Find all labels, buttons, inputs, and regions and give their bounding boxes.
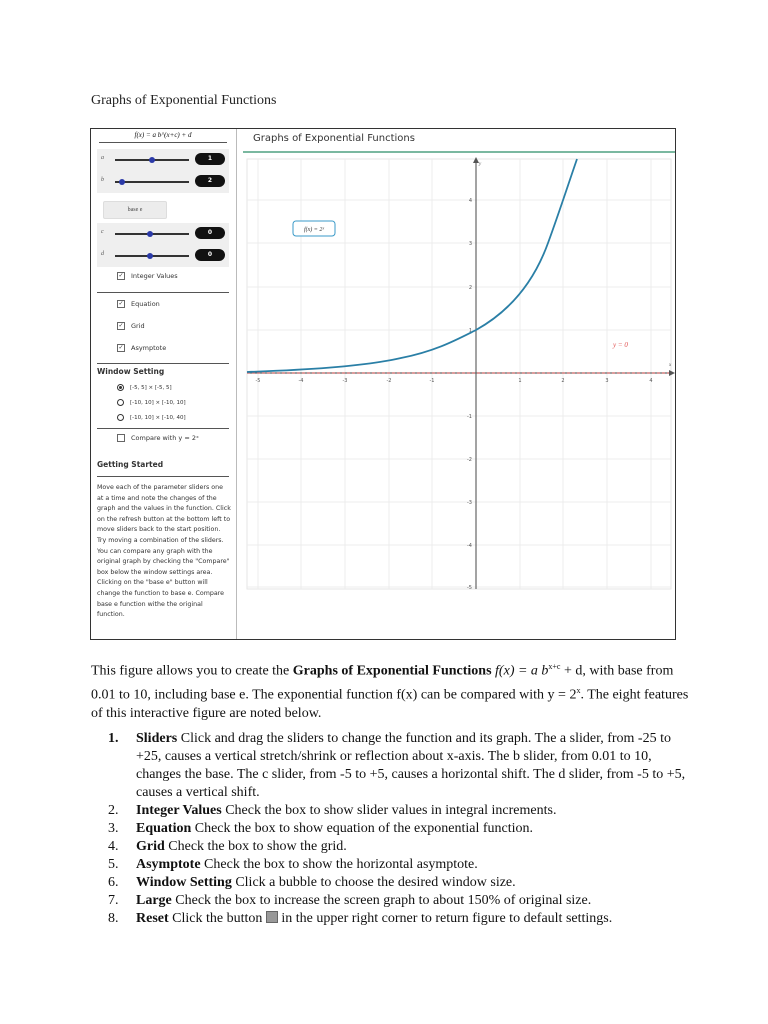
slider-d-knob[interactable] xyxy=(147,253,153,259)
slider-b[interactable] xyxy=(97,171,229,193)
svg-text:-3: -3 xyxy=(342,378,348,384)
intro-bold: Graphs of Exponential Functions xyxy=(292,663,492,679)
formula-header: f(x) = a b^(x+c) + d xyxy=(99,131,227,143)
divider xyxy=(97,363,229,364)
checkbox-icon[interactable]: ✓ xyxy=(118,272,124,279)
getting-started-title: Getting Started xyxy=(97,460,164,469)
radio-window-40[interactable] xyxy=(117,414,186,421)
getting-started-text: Move each of the parameter sliders one at a time and note the changes of the graph and the values in the function. Click on the refresh button at the bottom left to move sliders back to the start position. Try moving a combination of the sliders. You can compare any graph with the original graph by checking the "Compare" box below the window settings area. Clicking on the "base e" button will change the function to base e. Compare base e function withe the original function. xyxy=(97,484,231,619)
svg-text:4: 4 xyxy=(649,378,653,384)
asymptote-label: y = 0 xyxy=(613,341,628,349)
svg-text:4: 4 xyxy=(468,198,472,204)
slider-c-value[interactable]: 0 xyxy=(195,227,225,239)
feature-title: Window Setting xyxy=(136,875,232,890)
checkbox-label: Compare with y = 2ˣ xyxy=(131,434,199,442)
checkbox-label: Equation xyxy=(131,300,160,308)
graph-canvas[interactable] xyxy=(241,155,675,595)
slider-a-label: a xyxy=(101,155,104,161)
control-panel xyxy=(91,129,237,639)
feature-title: Reset xyxy=(136,911,169,926)
checkbox-integer-values[interactable] xyxy=(117,272,178,280)
feature-number: 5. xyxy=(108,857,119,872)
checkbox-grid[interactable] xyxy=(117,322,145,330)
feature-text: Check the box to increase the screen graph to about 150% of original size. xyxy=(171,893,592,908)
feature-item xyxy=(108,874,698,892)
feature-item xyxy=(108,838,698,856)
slider-d[interactable] xyxy=(97,245,229,267)
svg-text:-1: -1 xyxy=(429,378,435,384)
checkbox-label: Integer Values xyxy=(131,272,178,280)
intro-paragraph xyxy=(91,657,691,723)
feature-number: 6. xyxy=(108,875,119,890)
feature-text: Click the button xyxy=(168,911,263,926)
svg-text:-5: -5 xyxy=(255,378,261,384)
feature-text: Click and drag the sliders to change the function and its graph. The a slider, from -25 to +25, causes a vertical stretch/shrink or reflection about x-axis. The b slider, from 0.01 to 10, changes the base. The c slider, from -5 to +5, causes a horizontal shift. The d slider, from -5 to +5, causes a vertical shift. xyxy=(136,731,686,800)
checkbox-asymptote[interactable] xyxy=(117,344,166,352)
x-axis-label: x xyxy=(669,363,672,368)
slider-a-knob[interactable] xyxy=(149,157,155,163)
feature-text: Check the box to show the grid. xyxy=(164,839,347,854)
svg-text:3: 3 xyxy=(468,241,472,247)
feature-title: Equation xyxy=(136,821,192,836)
intro-sup2: x xyxy=(576,685,581,695)
intro-formula: f(x) = a b xyxy=(491,663,549,679)
feature-item xyxy=(108,802,698,820)
window-setting-title: Window Setting xyxy=(97,367,165,376)
feature-number: 3. xyxy=(108,821,119,836)
slider-a-track[interactable] xyxy=(115,159,189,161)
base-e-button[interactable]: base e xyxy=(103,201,167,219)
slider-b-track[interactable] xyxy=(115,181,189,183)
checkbox-label: Asymptote xyxy=(131,344,167,352)
graph-title-underline xyxy=(243,151,675,153)
feature-item xyxy=(108,856,698,874)
slider-a-value[interactable]: 1 xyxy=(195,153,225,165)
feature-number: 1. xyxy=(108,731,119,746)
svg-text:-5: -5 xyxy=(467,585,472,591)
checkbox-equation[interactable] xyxy=(117,300,160,308)
slider-c-label: c xyxy=(101,229,104,235)
feature-item xyxy=(108,730,698,802)
feature-title: Grid xyxy=(136,839,165,854)
radio-label: [-10, 10] × [-10, 10] xyxy=(130,399,186,406)
divider xyxy=(97,292,229,293)
feature-title: Integer Values xyxy=(136,803,222,818)
checkbox-icon[interactable]: ✓ xyxy=(118,300,124,307)
svg-text:-2: -2 xyxy=(467,457,472,463)
radio-label: [-10, 10] × [-10, 40] xyxy=(130,414,186,421)
feature-item xyxy=(108,820,698,838)
slider-c-track[interactable] xyxy=(115,233,189,235)
feature-title: Asymptote xyxy=(136,857,201,872)
feature-number: 2. xyxy=(108,803,119,818)
slider-d-value[interactable]: 0 xyxy=(195,249,225,261)
radio-window-10[interactable] xyxy=(117,399,186,406)
x-axis-arrow-icon xyxy=(669,370,675,376)
slider-d-label: d xyxy=(101,251,104,257)
interactive-figure xyxy=(90,128,676,640)
svg-text:1: 1 xyxy=(518,378,522,384)
y-axis-label: y xyxy=(479,162,482,167)
checkbox-icon[interactable]: ✓ xyxy=(118,322,124,329)
checkbox-label: Grid xyxy=(131,322,145,330)
slider-c-knob[interactable] xyxy=(147,231,153,237)
feature-text: Check the box to show equation of the exponential function. xyxy=(191,821,534,836)
svg-text:-4: -4 xyxy=(467,543,472,549)
radio-selected-icon[interactable] xyxy=(117,384,124,391)
divider xyxy=(97,428,229,429)
radio-label: [-5, 5] × [-5, 5] xyxy=(130,384,172,391)
features-list xyxy=(108,730,698,928)
feature-text: in the upper right corner to return figure to default settings. xyxy=(277,911,613,926)
svg-text:1: 1 xyxy=(468,328,472,334)
checkbox-icon[interactable]: ✓ xyxy=(118,344,124,351)
document-title: Graphs of Exponential Functions xyxy=(91,93,277,108)
radio-icon[interactable] xyxy=(117,414,124,421)
intro-text: This figure allows you to create the xyxy=(91,663,293,679)
divider xyxy=(97,476,229,477)
svg-text:-2: -2 xyxy=(386,378,392,384)
svg-text:2: 2 xyxy=(561,378,565,384)
svg-text:-4: -4 xyxy=(298,378,304,384)
svg-text:2: 2 xyxy=(468,285,472,291)
slider-a[interactable] xyxy=(97,149,229,171)
graph-title: Graphs of Exponential Functions xyxy=(253,133,415,144)
radio-window-5[interactable] xyxy=(117,384,172,391)
feature-text: Check the box to show the horizontal asymptote. xyxy=(200,857,478,872)
feature-title: Large xyxy=(136,893,172,908)
radio-icon[interactable] xyxy=(117,399,124,406)
reset-icon xyxy=(266,911,278,923)
feature-title: Sliders xyxy=(136,731,178,746)
equation-label: f(x) = 2ˣ xyxy=(303,227,325,233)
feature-text: Check the box to show slider values in integral increments. xyxy=(221,803,557,818)
svg-text:-3: -3 xyxy=(467,500,472,506)
slider-group-ab xyxy=(97,149,229,193)
slider-group-cd xyxy=(97,223,229,267)
slider-b-label: b xyxy=(101,177,104,183)
svg-text:-1: -1 xyxy=(467,414,472,420)
checkbox-icon[interactable] xyxy=(117,434,125,442)
feature-number: 8. xyxy=(108,911,119,926)
slider-c[interactable] xyxy=(97,223,229,245)
intro-end: . The eight features of this interactive figure are noted below. xyxy=(91,687,689,722)
feature-item xyxy=(108,892,698,910)
checkbox-compare[interactable] xyxy=(117,434,199,442)
feature-text: Click a bubble to choose the desired window size. xyxy=(231,875,516,890)
feature-item xyxy=(108,910,698,928)
intro-sup: x+c xyxy=(548,662,561,671)
svg-text:3: 3 xyxy=(605,378,609,384)
feature-number: 4. xyxy=(108,839,119,854)
feature-number: 7. xyxy=(108,893,119,908)
slider-b-knob[interactable] xyxy=(119,179,125,185)
intro-rest: + d, with base from 0.01 to 10, including base e. The exponential function f(x) can be compared with y = 2 xyxy=(91,663,674,703)
slider-b-value[interactable]: 2 xyxy=(195,175,225,187)
slider-d-track[interactable] xyxy=(115,255,189,257)
